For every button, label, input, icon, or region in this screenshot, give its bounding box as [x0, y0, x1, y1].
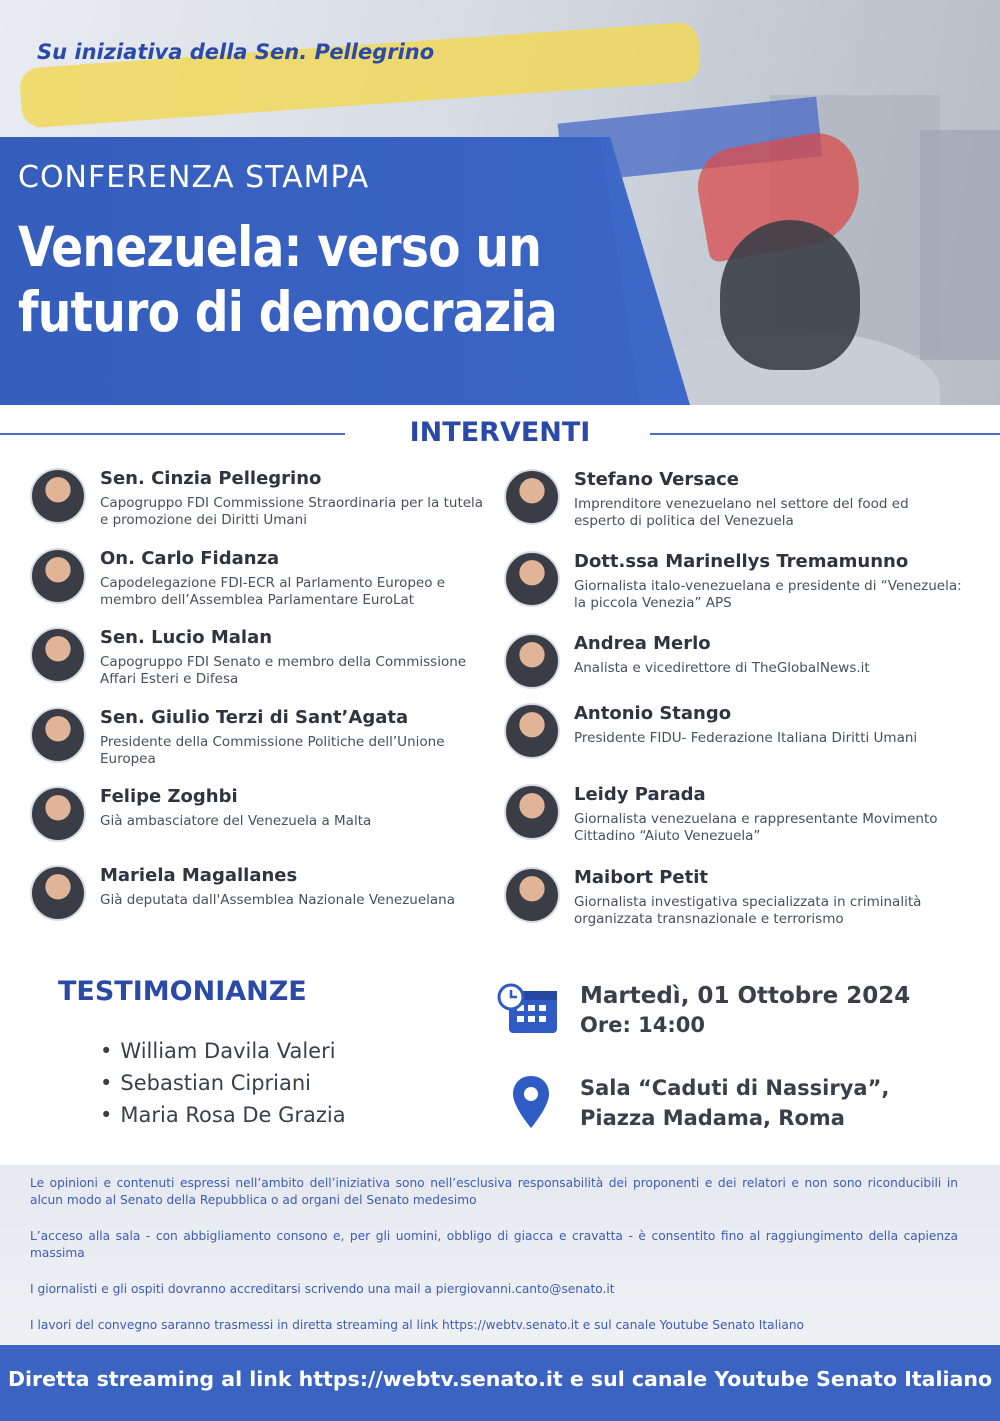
event-location [580, 1073, 889, 1133]
speaker-role: Giornalista italo-venezuelana e presidente di “Venezuela: la piccola Venezia” APS [574, 578, 962, 611]
speaker-role: Analista e vicedirettore di TheGlobalNews.it [574, 660, 870, 676]
event-time: Ore: 14:00 [580, 1013, 706, 1037]
avatar [30, 548, 86, 604]
speaker-role: Già ambasciatore del Venezuela a Malta [100, 813, 372, 829]
page-title: Venezuela: verso un futuro di democrazia [18, 215, 557, 344]
initiative-label: Su iniziativa della Sen. Pellegrino [37, 40, 435, 64]
venezuelan-flag-yellow [19, 21, 702, 128]
avatar [30, 865, 86, 921]
speaker-name: Sen. Giulio Terzi di Sant’Agata [100, 707, 409, 728]
avatar [30, 707, 86, 763]
footer-banner [0, 1345, 1000, 1421]
footer-text: Diretta streaming al link https://webtv.senato.it e sul canale Youtube Senato Italiano [7, 1367, 993, 1391]
speaker-role: Presidente della Commissione Politiche dell’Unione Europea [100, 734, 445, 767]
location-pin-icon [510, 1074, 552, 1130]
avatar [504, 784, 560, 840]
avatar [30, 468, 86, 524]
speaker-role: Giornalista investigativa specializzata in criminalità organizzata transnazionale e terrorismo [574, 894, 922, 927]
calendar-clock-icon [497, 983, 559, 1035]
speaker-name: Sen. Cinzia Pellegrino [100, 468, 322, 489]
speaker-name: Stefano Versace [574, 469, 739, 490]
speaker-name: Mariela Magallanes [100, 865, 298, 886]
avatar [30, 786, 86, 842]
speaker-role: Capodelegazione FDI-ECR al Parlamento Europeo e membro dell’Assemblea Parlamentare EuroLat [100, 575, 446, 608]
background-building [920, 130, 1000, 360]
speaker-role: Capogruppo FDI Commissione Straordinaria per la tutela e promozione dei Diritti Umani [100, 495, 484, 528]
event-type: CONFERENZA STAMPA [18, 160, 370, 195]
access-note: L’acceso alla sala - con abbigliamento consono e, per gli uomini, obbligo di giacca e cravatta - è consentito fino al raggiungimento della capienza massima [30, 1229, 958, 1260]
speaker-name: Felipe Zoghbi [100, 786, 238, 807]
speaker-name: On. Carlo Fidanza [100, 548, 280, 569]
avatar [504, 867, 560, 923]
speaker-role: Giornalista venezuelana e rappresentante Movimento Cittadino “Aiuto Venezuela” [574, 811, 938, 844]
avatar [504, 469, 560, 525]
speaker-name: Maibort Petit [574, 867, 709, 888]
avatar [504, 633, 560, 689]
avatar [504, 551, 560, 607]
accreditation-note: I giornalisti e gli ospiti dovranno accreditarsi scrivendo una mail a piergiovanni.canto@senato.it [30, 1282, 615, 1296]
speaker-name: Antonio Stango [574, 703, 732, 724]
speaker-role: Presidente FIDU- Federazione Italiana Diritti Umani [574, 730, 918, 746]
speaker-role: Imprenditore venezuelano nel settore del food ed esperto di politica del Venezuela [574, 496, 909, 529]
speaker-name: Andrea Merlo [574, 633, 711, 654]
speaker-name: Leidy Parada [574, 784, 706, 805]
speaker-role: Capogruppo FDI Senato e membro della Commissione Affari Esteri e Difesa [100, 654, 467, 687]
testimonianze-list [100, 1035, 346, 1131]
speaker-name: Sen. Lucio Malan [100, 627, 273, 648]
event-date: Martedì, 01 Ottobre 2024 [580, 983, 911, 1009]
location-line-2: Piazza Madama, Roma [580, 1106, 845, 1130]
avatar [30, 627, 86, 683]
speaker-role: Già deputata dall'Assemblea Nazionale Venezuelana [100, 892, 456, 908]
list-item: • William Davila Valeri [100, 1035, 346, 1067]
person-head [720, 220, 860, 370]
disclaimer-text: Le opinioni e contenuti espressi nell’ambito dell’iniziativa sono nell’esclusiva responsabilità dei proponenti e dei relatori e non sono riconducibili in alcun modo al Senato della Repubblica o ad organi del Senato medesimo [30, 1176, 958, 1207]
interventi-heading: INTERVENTI [409, 417, 591, 448]
location-line-1: Sala “Caduti di Nassirya”, [580, 1076, 890, 1100]
interventi-header [0, 415, 1000, 455]
speaker-name: Dott.ssa Marinellys Tremamunno [574, 551, 909, 572]
streaming-note: I lavori del convegno saranno trasmessi in diretta streaming al link https://webtv.senato.it e sul canale Youtube Senato Italiano [30, 1318, 805, 1332]
testimonianze-heading: TESTIMONIANZE [58, 976, 307, 1007]
avatar [504, 703, 560, 759]
list-item: • Sebastian Cipriani [100, 1067, 346, 1099]
disclaimer-section [0, 1165, 1000, 1345]
list-item: • Maria Rosa De Grazia [100, 1099, 346, 1131]
